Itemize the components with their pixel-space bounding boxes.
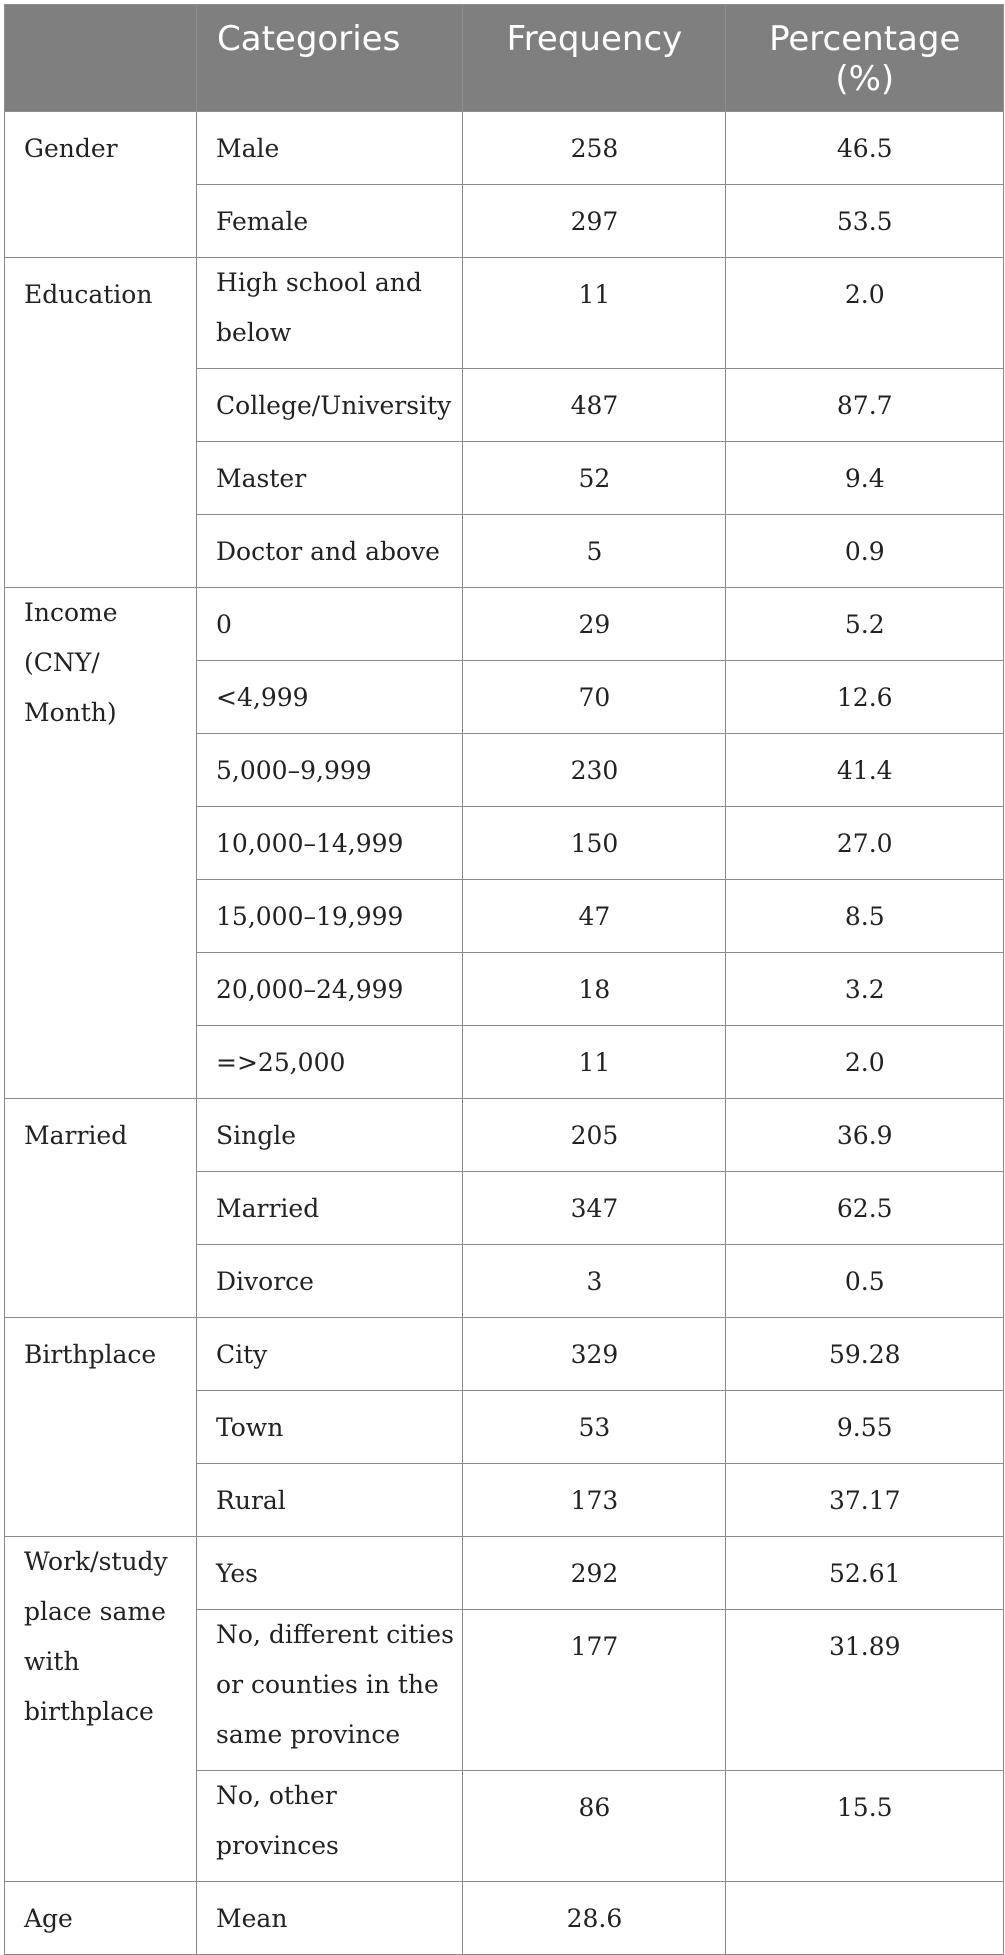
frequency-cell: 297	[463, 185, 726, 258]
percentage-cell	[726, 1882, 1004, 1955]
group-label-workplace: Work/study place same with birthplace	[5, 1537, 197, 1882]
percentage-cell: 53.5	[726, 185, 1004, 258]
category-cell: Master	[197, 442, 463, 515]
category-cell: Rural	[197, 1464, 463, 1537]
frequency-cell: 150	[463, 807, 726, 880]
percentage-cell: 27.0	[726, 807, 1004, 880]
frequency-cell: 292	[463, 1537, 726, 1610]
table-row	[5, 1318, 1004, 1391]
category-cell: Doctor and above	[197, 515, 463, 588]
header-group	[5, 5, 197, 112]
header-frequency: Frequency	[463, 5, 726, 112]
group-label-married: Married	[5, 1099, 197, 1318]
category-cell: 5,000–9,999	[197, 734, 463, 807]
category-cell: Divorce	[197, 1245, 463, 1318]
frequency-cell: 86	[463, 1771, 726, 1882]
percentage-cell: 0.5	[726, 1245, 1004, 1318]
category-cell: 20,000–24,999	[197, 953, 463, 1026]
category-cell: Married	[197, 1172, 463, 1245]
frequency-cell: 329	[463, 1318, 726, 1391]
category-cell: Single	[197, 1099, 463, 1172]
table-row	[5, 112, 1004, 185]
percentage-cell: 31.89	[726, 1610, 1004, 1771]
group-label-age: Age	[5, 1882, 197, 1955]
frequency-cell: 3	[463, 1245, 726, 1318]
category-cell: 0	[197, 588, 463, 661]
percentage-cell: 5.2	[726, 588, 1004, 661]
frequency-cell: 29	[463, 588, 726, 661]
table-row	[5, 1537, 1004, 1610]
category-cell: Female	[197, 185, 463, 258]
percentage-cell: 62.5	[726, 1172, 1004, 1245]
frequency-cell: 52	[463, 442, 726, 515]
group-label-gender: Gender	[5, 112, 197, 258]
category-cell: 15,000–19,999	[197, 880, 463, 953]
percentage-cell: 2.0	[726, 258, 1004, 369]
table-row	[5, 1882, 1004, 1955]
category-cell: Mean	[197, 1882, 463, 1955]
category-cell: Town	[197, 1391, 463, 1464]
percentage-cell: 0.9	[726, 515, 1004, 588]
frequency-cell: 53	[463, 1391, 726, 1464]
frequency-cell: 18	[463, 953, 726, 1026]
group-label-education: Education	[5, 258, 197, 588]
frequency-cell: 70	[463, 661, 726, 734]
group-label-birthplace: Birthplace	[5, 1318, 197, 1537]
percentage-cell: 8.5	[726, 880, 1004, 953]
percentage-cell: 36.9	[726, 1099, 1004, 1172]
category-cell: <4,999	[197, 661, 463, 734]
category-cell: Yes	[197, 1537, 463, 1610]
percentage-cell: 2.0	[726, 1026, 1004, 1099]
percentage-cell: 37.17	[726, 1464, 1004, 1537]
category-cell: 10,000–14,999	[197, 807, 463, 880]
frequency-cell: 258	[463, 112, 726, 185]
header-percentage: Percentage (%)	[726, 5, 1004, 112]
table-row	[5, 588, 1004, 661]
frequency-cell: 487	[463, 369, 726, 442]
category-cell: No, other provinces	[197, 1771, 463, 1882]
header-categories: Categories	[197, 5, 463, 112]
demographics-table	[4, 4, 1004, 1955]
percentage-cell: 87.7	[726, 369, 1004, 442]
percentage-cell: 12.6	[726, 661, 1004, 734]
frequency-cell: 173	[463, 1464, 726, 1537]
frequency-cell: 205	[463, 1099, 726, 1172]
frequency-cell: 47	[463, 880, 726, 953]
table-row	[5, 258, 1004, 369]
frequency-cell: 11	[463, 258, 726, 369]
category-cell: College/University	[197, 369, 463, 442]
category-cell: Male	[197, 112, 463, 185]
frequency-cell: 11	[463, 1026, 726, 1099]
category-cell: City	[197, 1318, 463, 1391]
frequency-cell: 347	[463, 1172, 726, 1245]
percentage-cell: 46.5	[726, 112, 1004, 185]
percentage-cell: 41.4	[726, 734, 1004, 807]
category-cell: No, different cities or counties in the same province	[197, 1610, 463, 1771]
percentage-cell: 15.5	[726, 1771, 1004, 1882]
category-cell: =>25,000	[197, 1026, 463, 1099]
percentage-cell: 3.2	[726, 953, 1004, 1026]
frequency-cell: 28.6	[463, 1882, 726, 1955]
frequency-cell: 177	[463, 1610, 726, 1771]
percentage-cell: 52.61	[726, 1537, 1004, 1610]
table-row	[5, 1099, 1004, 1172]
header-row	[5, 5, 1004, 112]
group-label-income: Income (CNY/ Month)	[5, 588, 197, 1099]
frequency-cell: 5	[463, 515, 726, 588]
percentage-cell: 9.55	[726, 1391, 1004, 1464]
category-cell: High school and below	[197, 258, 463, 369]
frequency-cell: 230	[463, 734, 726, 807]
percentage-cell: 59.28	[726, 1318, 1004, 1391]
percentage-cell: 9.4	[726, 442, 1004, 515]
